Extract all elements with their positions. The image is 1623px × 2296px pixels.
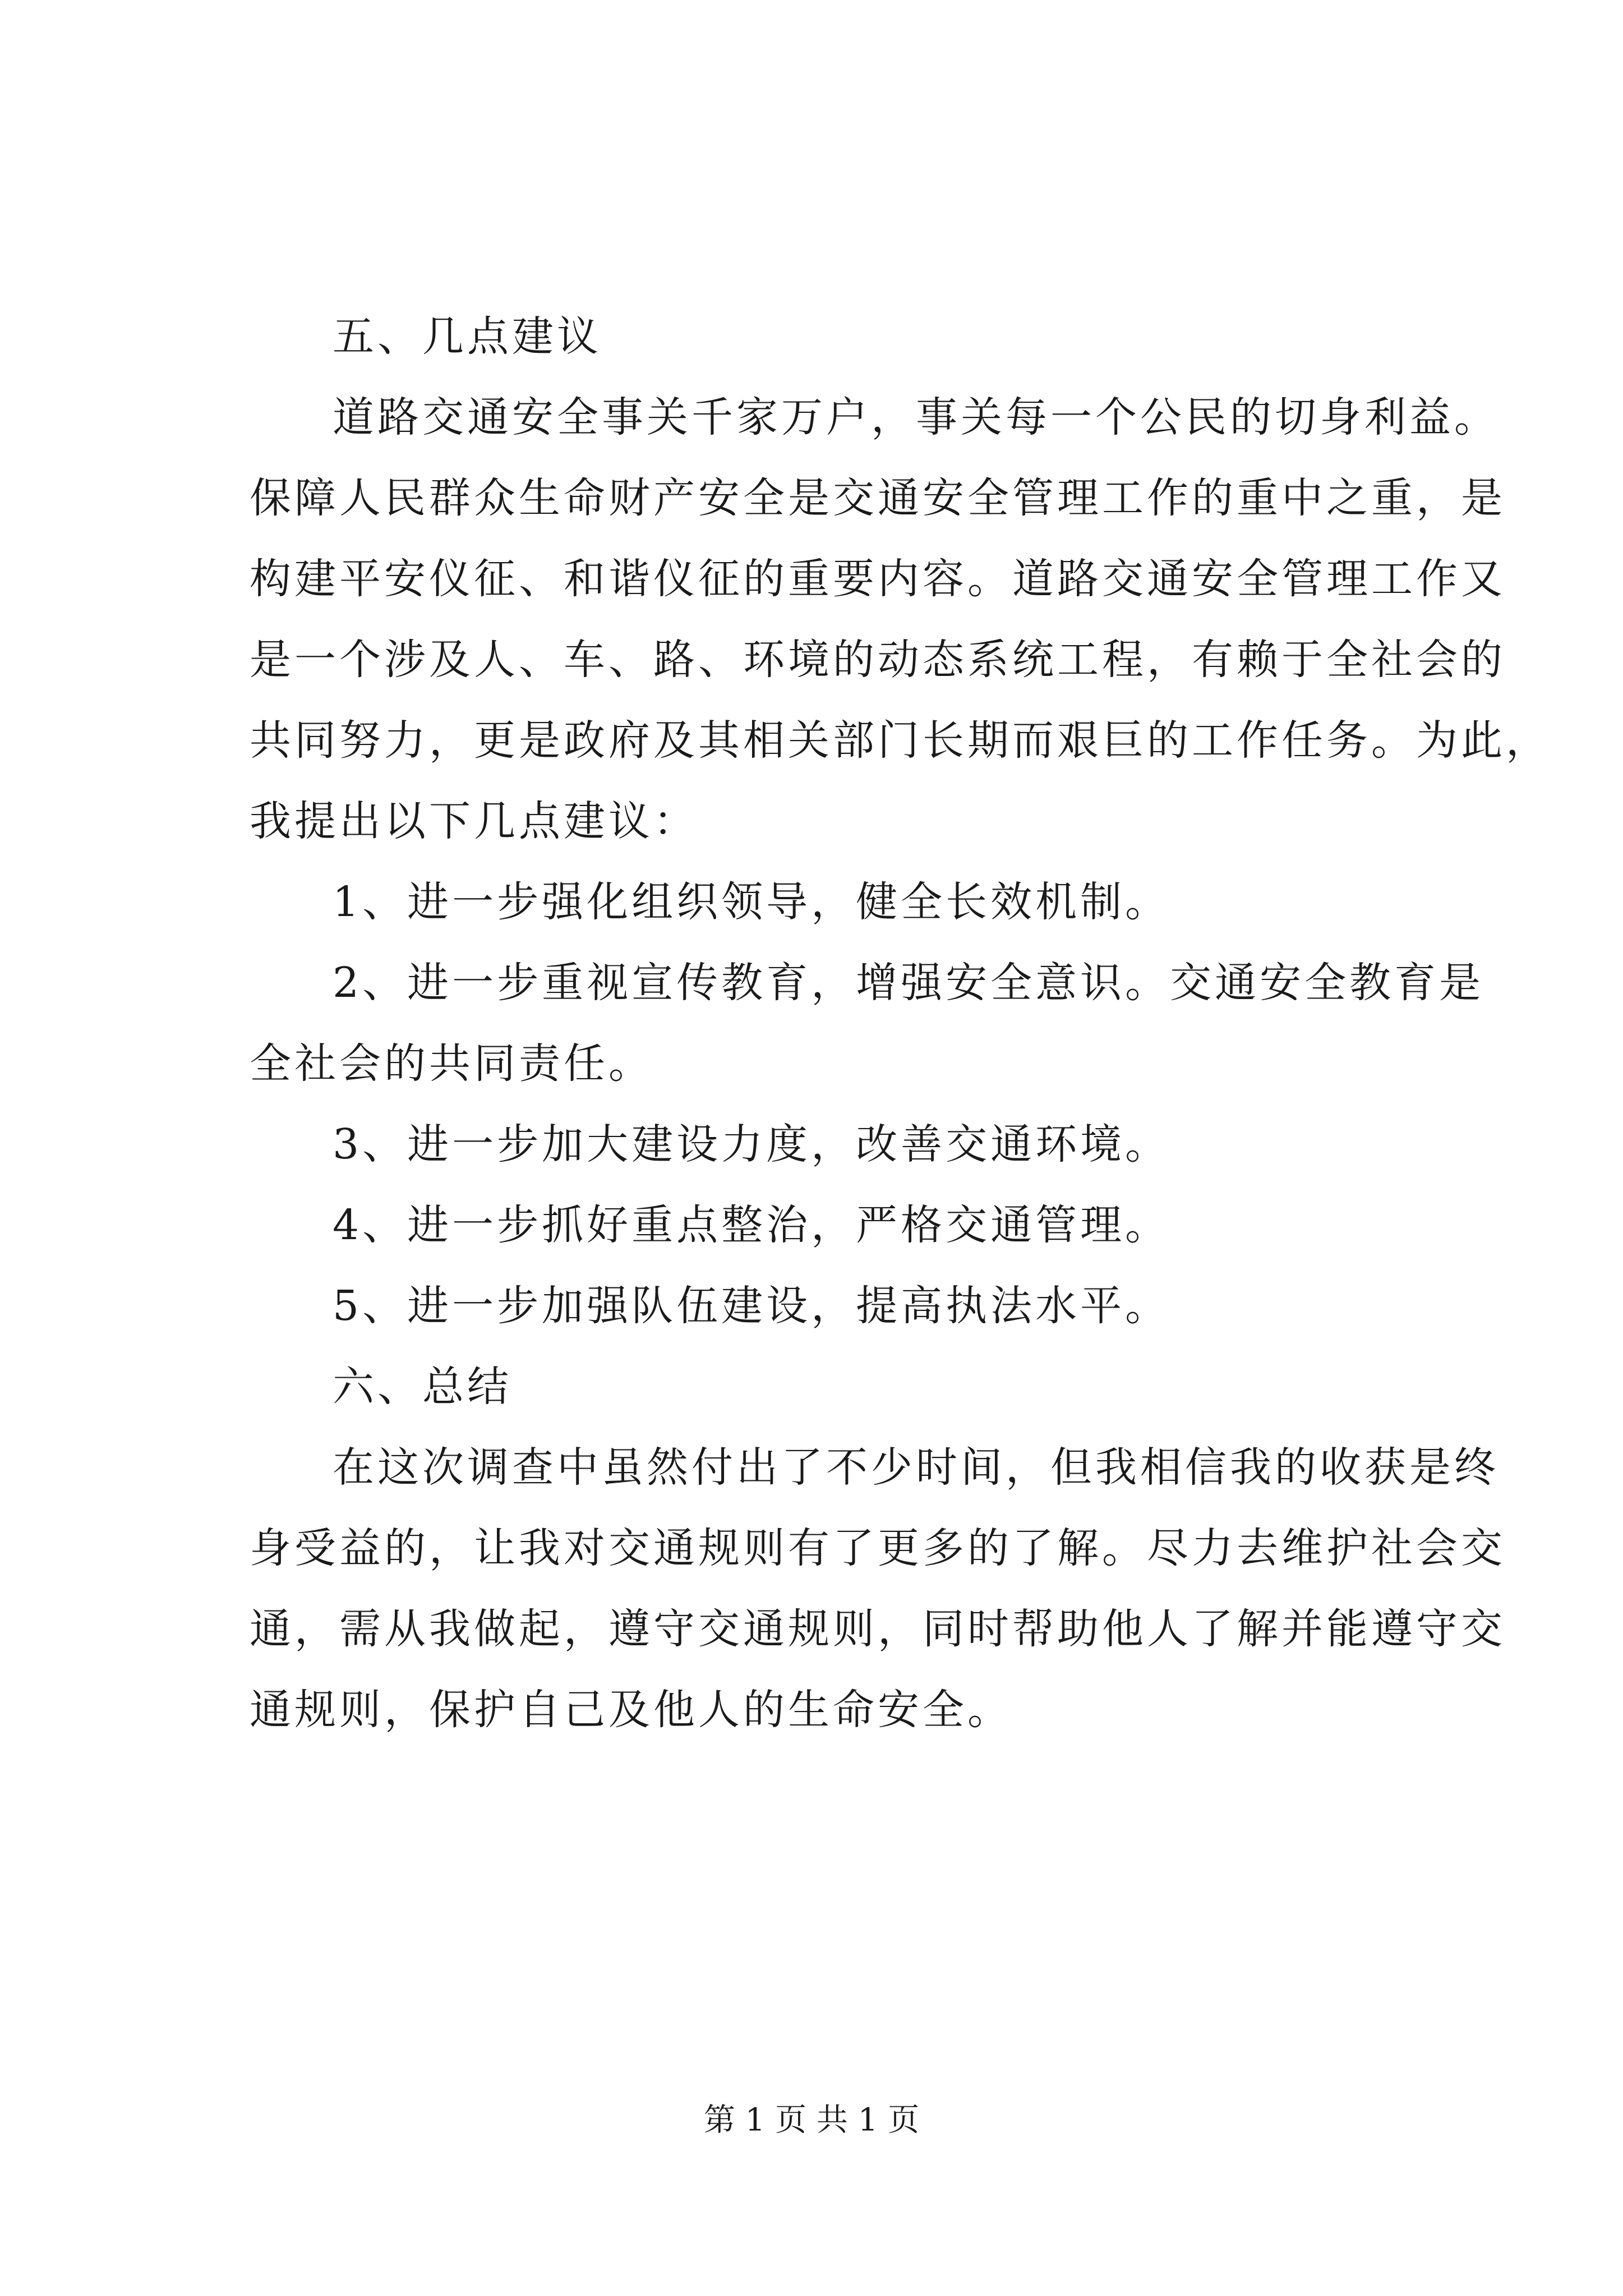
paragraph-line: 通规则，保护自己及他人的生命安全。	[250, 1686, 1012, 1734]
list-item-2: 2、进一步重视宣传教育，增强安全意识。交通安全教育是	[333, 959, 1484, 1007]
paragraph-line: 道路交通安全事关千家万户，事关每一个公民的切身利益。	[333, 393, 1499, 441]
paragraph-line: 是一个涉及人、车、路、环境的动态系统工程，有赖于全社会的	[250, 636, 1506, 684]
section-heading-summary: 六、总结	[333, 1363, 512, 1411]
list-item-1: 1、进一步强化组织领导，健全长效机制。	[333, 878, 1170, 926]
paragraph-line: 我提出以下几点建议：	[250, 797, 698, 845]
list-item-3: 3、进一步加大建设力度，改善交通环境。	[333, 1120, 1170, 1168]
page-number-footer: 第 1 页 共 1 页	[703, 2102, 920, 2138]
section-heading-suggestions: 五、几点建议	[333, 312, 602, 361]
list-item-2-continued: 全社会的共同责任。	[250, 1039, 653, 1088]
paragraph-line: 共同努力，更是政府及其相关部门长期而艰巨的工作任务。为此，	[250, 716, 1551, 765]
paragraph-line: 身受益的，让我对交通规则有了更多的了解。尽力去维护社会交	[250, 1524, 1506, 1572]
document-body	[250, 296, 1551, 1750]
list-item-5: 5、进一步加强队伍建设，提高执法水平。	[333, 1282, 1170, 1330]
paragraph-line: 通，需从我做起，遵守交通规则，同时帮助他人了解并能遵守交	[250, 1605, 1506, 1653]
paragraph-line: 在这次调查中虽然付出了不少时间，但我相信我的收获是终	[333, 1443, 1499, 1492]
paragraph-line: 构建平安仪征、和谐仪征的重要内容。道路交通安全管理工作又	[250, 555, 1506, 603]
list-item-4: 4、进一步抓好重点整治，严格交通管理。	[333, 1201, 1170, 1249]
paragraph-line: 保障人民群众生命财产安全是交通安全管理工作的重中之重，是	[250, 474, 1506, 522]
